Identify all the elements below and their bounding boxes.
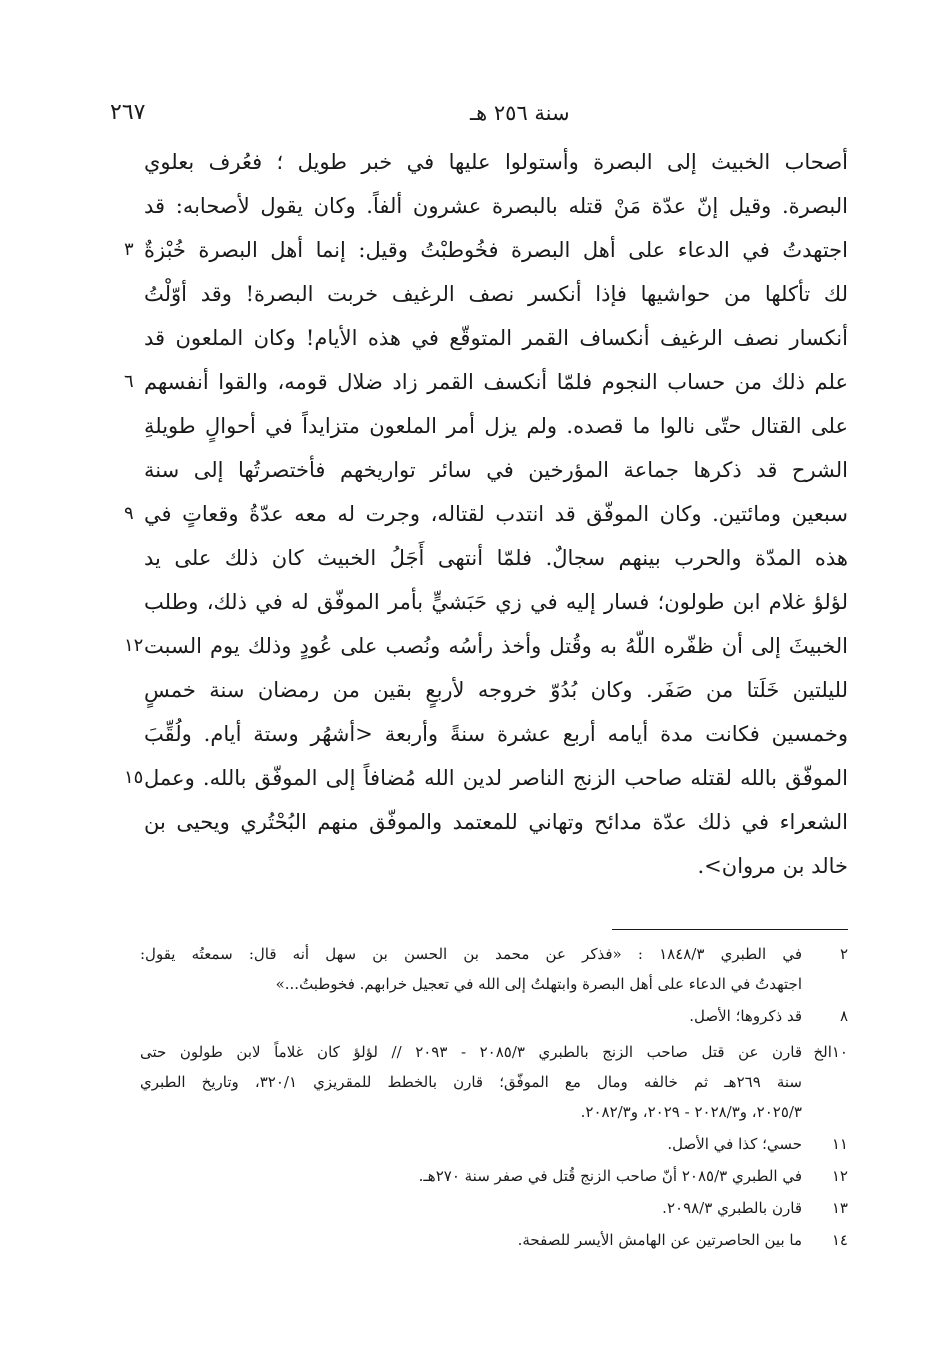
line-text: وخمسين فكانت مدة أيامه أربع عشرة سنةً وأربعة <أشهُر وستة أيام. ولُقِّبَ — [144, 722, 848, 746]
page-number: ٢٦٧ — [110, 100, 146, 125]
text-line — [90, 714, 850, 754]
line-number: ٩ — [124, 503, 134, 524]
footnote-text: قارن عن قتل صاحب الزنج بالطبري ٢٠٨٥/٣ - ٢٠٩٣ // لؤلؤ كان غلاماً لابن طولون حتى — [140, 1043, 802, 1061]
line-text: علم ذلك من حساب النجوم فلمّا أنكسف القمر زاد ضلال قومه، والقوا أنفسهم — [144, 370, 848, 394]
footnote — [140, 1128, 848, 1160]
text-line — [90, 406, 850, 446]
text-line — [90, 142, 850, 182]
line-text: هذه المدّة والحرب بينهم سجالٌ. فلمّا أنتهى أَجَلُ الخبيث كان ذلك على يد — [144, 546, 848, 570]
line-text: الشعراء في ذلك عدّة مدائح وتهاني للمعتمد والموفّق منهم البُحْتُري ويحيى بن — [144, 810, 848, 834]
text-line — [90, 230, 850, 270]
footnote — [140, 938, 848, 970]
text-line — [90, 274, 850, 314]
footnote-text: قد ذكروها؛ الأصل. — [689, 1007, 802, 1025]
line-text: لك تأكلها من حواشيها فإذا أنكسر نصف الرغيف خربت البصرة! وقد أوّلْتُ — [144, 282, 848, 306]
footnote — [140, 968, 848, 1000]
line-text: أصحاب الخبيث إلى البصرة وأستولوا عليها في خبر طويل ؛ فعُرف بعلوي — [144, 150, 848, 174]
footnote-number: ١٣ — [831, 1199, 848, 1217]
footnote-text: اجتهدتُ في الدعاء على أهل البصرة وابتهلتُ إلى الله في تعجيل خرابهم. فخوطبتُ...» — [275, 975, 802, 993]
line-number: ١٢ — [124, 635, 144, 656]
footnote-text: في الطبري ١٨٤٨/٣ : «فذكر عن محمد بن الحسن بن سهل أنه قال: سمعتُه يقول: — [140, 945, 802, 963]
footnote — [140, 1000, 848, 1032]
line-number: ٦ — [124, 371, 134, 392]
text-line — [90, 494, 850, 534]
line-text: اجتهدتُ في الدعاء على أهل البصرة فخُوطبْتُ وقيل: إنما أهل البصرة خُبْزةٌ — [144, 238, 848, 262]
footnote-divider — [612, 929, 848, 930]
footnote-text: حسي؛ كذا في الأصل. — [667, 1135, 802, 1153]
line-text: أنكسار نصف الرغيف أنكساف القمر المتوقّع في هذه الأيام! وكان الملعون قد — [144, 326, 848, 350]
text-line — [90, 538, 850, 578]
line-text: الموفّق بالله لقتله صاحب الزنج الناصر لدين الله مُضافاً إلى الموفّق بالله. وعمل — [144, 766, 848, 790]
text-line — [90, 758, 850, 798]
footnote-text: ٢٠٢٥/٣، و٢٠٢٨/٣ - ٢٠٢٩، و٢٠٨٢/٣. — [580, 1103, 802, 1121]
text-line — [90, 450, 850, 490]
page-header — [110, 96, 836, 130]
text-line — [90, 318, 850, 358]
text-line — [90, 802, 850, 842]
line-text: على القتال حتّى نالوا ما قصده. ولم يزل أمر الملعون متزايداً في أحوالٍ طويلةِ — [144, 414, 848, 438]
footnotes — [140, 938, 848, 1268]
line-text: لليلتين خَلَتا من صَفَر. وكان بُدُوّ خروجه لأربعٍ بقين من رمضان سنة خمسٍ — [144, 678, 848, 702]
footnote — [140, 1192, 848, 1224]
footnote — [140, 1096, 848, 1128]
text-line — [90, 362, 850, 402]
footnote-text: في الطبري ٢٠٨٥/٣ أنّ صاحب الزنج قُتل في صفر سنة ٢٧٠هـ. — [418, 1167, 802, 1185]
footnote — [140, 1224, 848, 1256]
line-text: البصرة. وقيل إنّ عدّة مَنْ قتله بالبصرة عشرون ألفاً. وكان يقول لأصحابه: قد — [144, 194, 848, 218]
footnote-number: ١٤ — [831, 1231, 848, 1249]
text-line — [90, 626, 850, 666]
line-text: لؤلؤ غلام ابن طولون؛ فسار إليه في زي حَبَشيٍّ بأمر الموفّق له في ذلك، وطلب — [144, 590, 848, 614]
footnote-number: ١١ — [831, 1135, 848, 1153]
footnote-number: ١٢ — [831, 1167, 848, 1185]
footnote-number: ٨ — [839, 1007, 848, 1025]
text-line — [90, 670, 850, 710]
footnote-text: سنة ٢٦٩هـ ثم خالفه ومال مع الموفّق؛ قارن بالخطط للمقريزي ٣٢٠/١، وتاريخ الطبري — [140, 1073, 802, 1091]
footnote — [140, 1066, 848, 1098]
text-line — [90, 846, 850, 886]
line-number: ٣ — [124, 239, 134, 260]
line-text: الخبيثَ إلى أن ظفّره اللّهُ به وقُتل وأخذ رأسُه ونُصب على عُودٍ وذلك يوم السبت — [144, 634, 848, 658]
footnote-number: ١٠الخ — [813, 1043, 848, 1061]
footnote — [140, 1160, 848, 1192]
line-text: الشرح قد ذكرها جماعة المؤرخين في سائر تواريخهم فأختصرتُها إلى سنة — [144, 458, 848, 482]
footnote — [140, 1036, 848, 1068]
line-text: سبعين ومائتين. وكان الموفّق قد انتدب لقتاله، وجرت له معه عدّةُ وقعاتٍ في — [144, 502, 848, 526]
line-number: ١٥ — [124, 767, 144, 788]
footnote-text: قارن بالطبري ٢٠٩٨/٣. — [662, 1199, 802, 1217]
running-head: سنة ٢٥٦ هـ — [470, 101, 570, 125]
text-line — [90, 582, 850, 622]
line-text: خالد بن مروان>. — [697, 854, 848, 878]
text-line — [90, 186, 850, 226]
footnote-text: ما بين الحاصرتين عن الهامش الأيسر للصفحة. — [517, 1231, 802, 1249]
main-text — [90, 142, 850, 892]
footnote-number: ٢ — [839, 945, 848, 963]
